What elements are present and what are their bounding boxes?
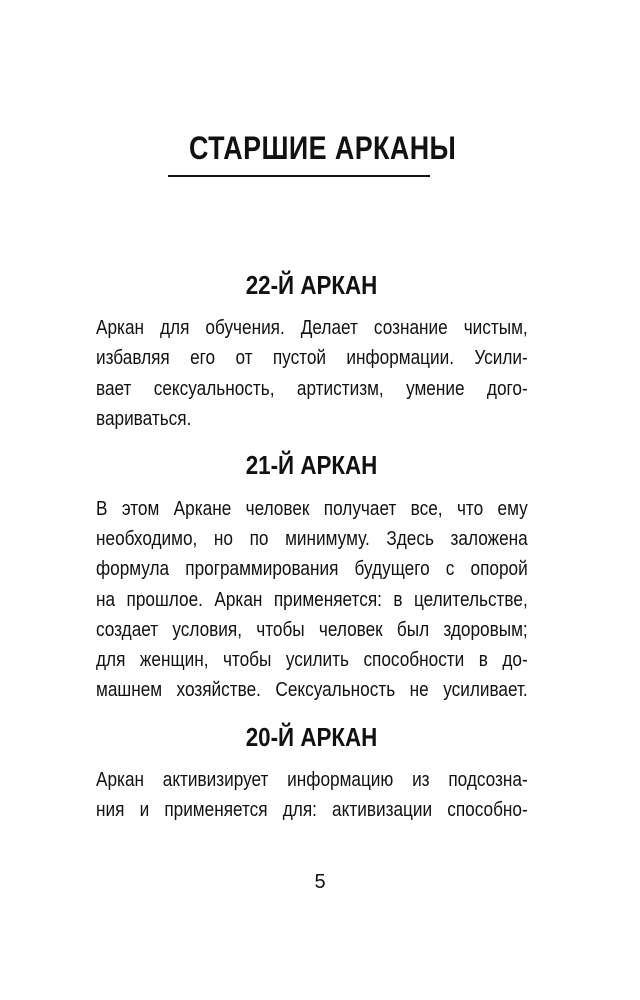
paragraph-line: вариваться. xyxy=(96,408,192,430)
section-heading-22: 22-Й АРКАН xyxy=(246,270,378,300)
chapter-title-underline xyxy=(168,175,430,177)
page-number: 5 xyxy=(314,871,326,893)
paragraph-line: машнем хозяйстве. Сексуальность не усиливает. xyxy=(96,679,528,701)
paragraph-line: ния и применяется для: активизации способно- xyxy=(96,799,528,821)
paragraph-line: необходимо, но по минимуму. Здесь заложена xyxy=(96,528,528,550)
paragraph-line: формула программирования будущего с опорой xyxy=(96,558,528,580)
paragraph-line: для женщин, чтобы усилить способности в до- xyxy=(96,649,528,671)
paragraph-line: В этом Аркане человек получает все, что ему xyxy=(96,498,528,520)
chapter-title: СТАРШИЕ АРКАНЫ xyxy=(188,130,457,166)
paragraph-line: на прошлое. Аркан применяется: в целительстве, xyxy=(96,589,528,611)
paragraph-line: избавляя его от пустой информации. Усили- xyxy=(96,347,528,369)
paragraph-line: вает сексуальность, артистизм, умение дого- xyxy=(96,378,528,400)
paragraph-line: создает условия, чтобы человек был здоровым; xyxy=(96,619,528,641)
section-heading-21: 21-Й АРКАН xyxy=(246,450,378,480)
paragraph-line: Аркан для обучения. Делает сознание чистым, xyxy=(96,317,528,339)
section-heading-20: 20-Й АРКАН xyxy=(246,722,378,752)
paragraph-line: Аркан активизирует информацию из подсозна- xyxy=(96,769,528,791)
